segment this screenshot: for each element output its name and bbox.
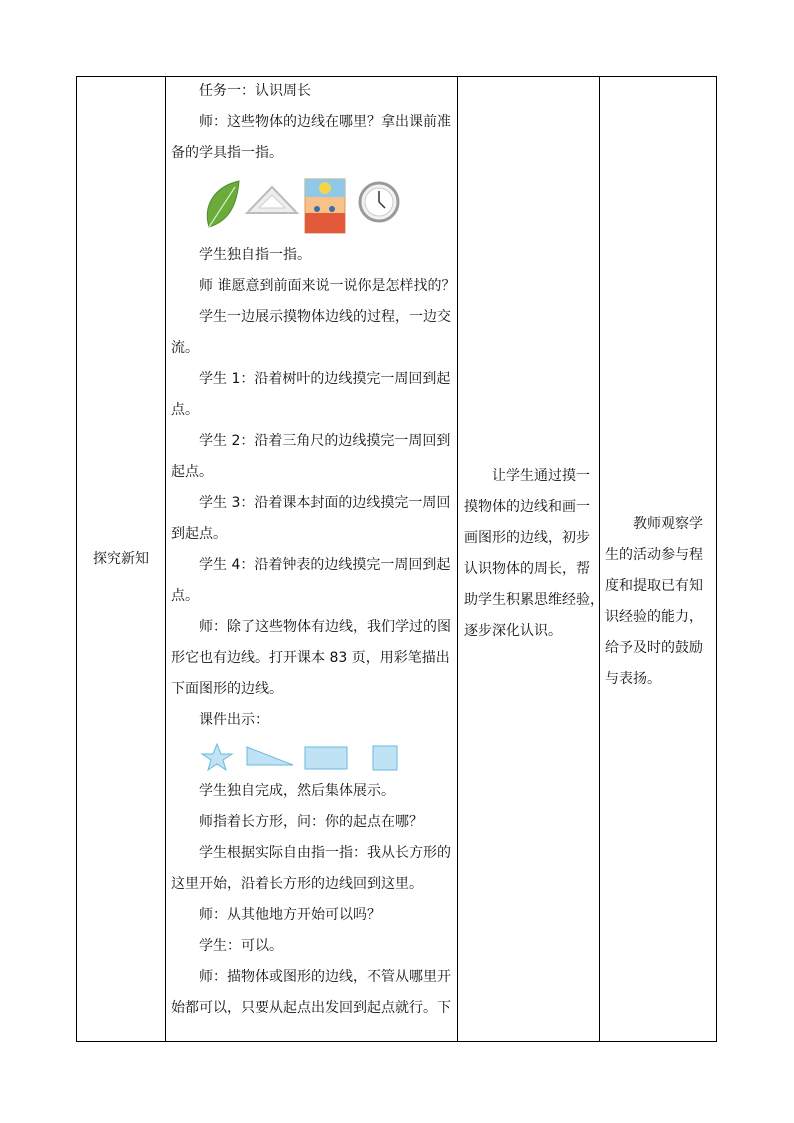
lesson-line: 师：除了这些物体有边线，我们学过的图: [199, 619, 451, 635]
lesson-line: 到起点。: [171, 526, 227, 542]
assessment-line: 识经验的能力，: [605, 609, 703, 625]
triangle-ruler-icon: [247, 187, 297, 213]
assessment-cell: [605, 509, 715, 695]
clock-icon: [360, 183, 398, 221]
shapes-image-row: [171, 741, 453, 775]
lesson-line: 始都可以，只要从起点出发回到起点就行。下: [171, 1000, 451, 1016]
lesson-line: 学生 3：沿着课本封面的边线摸完一周回: [199, 495, 451, 511]
right-triangle-icon: [247, 747, 293, 765]
lesson-line: 起点。: [171, 464, 213, 480]
purpose-line: 画图形的边线，初步: [464, 530, 590, 546]
purpose-line: 认识物体的周长，帮: [464, 561, 590, 577]
lesson-line: 学生独自指一指。: [199, 247, 311, 263]
lesson-line: 师：这些物体的边线在哪里？拿出课前准: [199, 114, 451, 130]
assessment-line: 生的活动参与程: [605, 547, 703, 563]
shapes-illustration: [199, 741, 429, 775]
lesson-line: 师 谁愿意到前面来说一说你是怎样找的？: [199, 278, 456, 294]
lesson-line: 任务一：认识周长: [199, 83, 311, 99]
lesson-line: 学生：可以。: [199, 938, 283, 954]
assessment-line: 与表扬。: [605, 671, 661, 687]
lesson-line: 流。: [171, 340, 199, 356]
purpose-line: 让学生通过摸一: [464, 468, 590, 484]
column-divider: [599, 77, 600, 1041]
assessment-line: 教师观察学: [605, 516, 703, 532]
lesson-line: 这里开始，沿着长方形的边线回到这里。: [171, 876, 423, 892]
lesson-line: 点。: [171, 588, 199, 604]
lesson-line: 学生根据实际自由指一指：我从长方形的: [199, 845, 451, 861]
lesson-line: 备的学具指一指。: [171, 145, 283, 161]
objects-image-row: [171, 177, 453, 235]
rectangle-icon: [305, 747, 347, 769]
lesson-line: 学生 2：沿着三角尺的边线摸完一周回到: [199, 433, 451, 449]
purpose-line: 逐步深化认识。: [464, 623, 562, 639]
lesson-line: 学生 1：沿着树叶的边线摸完一周回到起: [199, 371, 451, 387]
lesson-line: 下面图形的边线。: [171, 681, 283, 697]
lesson-line: 师：从其他地方开始可以吗？: [199, 907, 381, 923]
lesson-table: [76, 76, 717, 1042]
lesson-line: 学生独自完成，然后集体展示。: [199, 783, 395, 799]
purpose-line: 摸物体的边线和画一: [464, 499, 590, 515]
teaching-process-cell: [171, 81, 456, 1029]
lesson-line: 学生一边展示摸物体边线的过程，一边交: [199, 309, 451, 325]
lesson-line: 师：描物体或图形的边线，不管从哪里开: [199, 969, 451, 985]
assessment-line: 度和提取已有知: [605, 578, 703, 594]
section-label: 探究新知: [93, 551, 149, 567]
lesson-line: 形它也有边线。打开课本 83 页，用彩笔描出: [171, 650, 450, 666]
assessment-line: 给予及时的鼓励: [605, 640, 703, 656]
lesson-line: 点。: [171, 402, 199, 418]
column-divider: [457, 77, 458, 1041]
lesson-line: 师指着长方形，问：你的起点在哪？: [199, 814, 423, 830]
lesson-line: 课件出示：: [199, 712, 269, 728]
textbook-icon: [305, 179, 345, 233]
star-icon: [202, 744, 232, 770]
design-purpose-cell: [464, 461, 604, 647]
purpose-line: 助学生积累思维经验，: [464, 592, 604, 608]
column-divider: [165, 77, 166, 1041]
lesson-line: 学生 4：沿着钟表的边线摸完一周回到起: [199, 557, 451, 573]
square-icon: [373, 746, 397, 770]
leaf-icon: [207, 181, 239, 227]
objects-illustration: [199, 177, 429, 235]
